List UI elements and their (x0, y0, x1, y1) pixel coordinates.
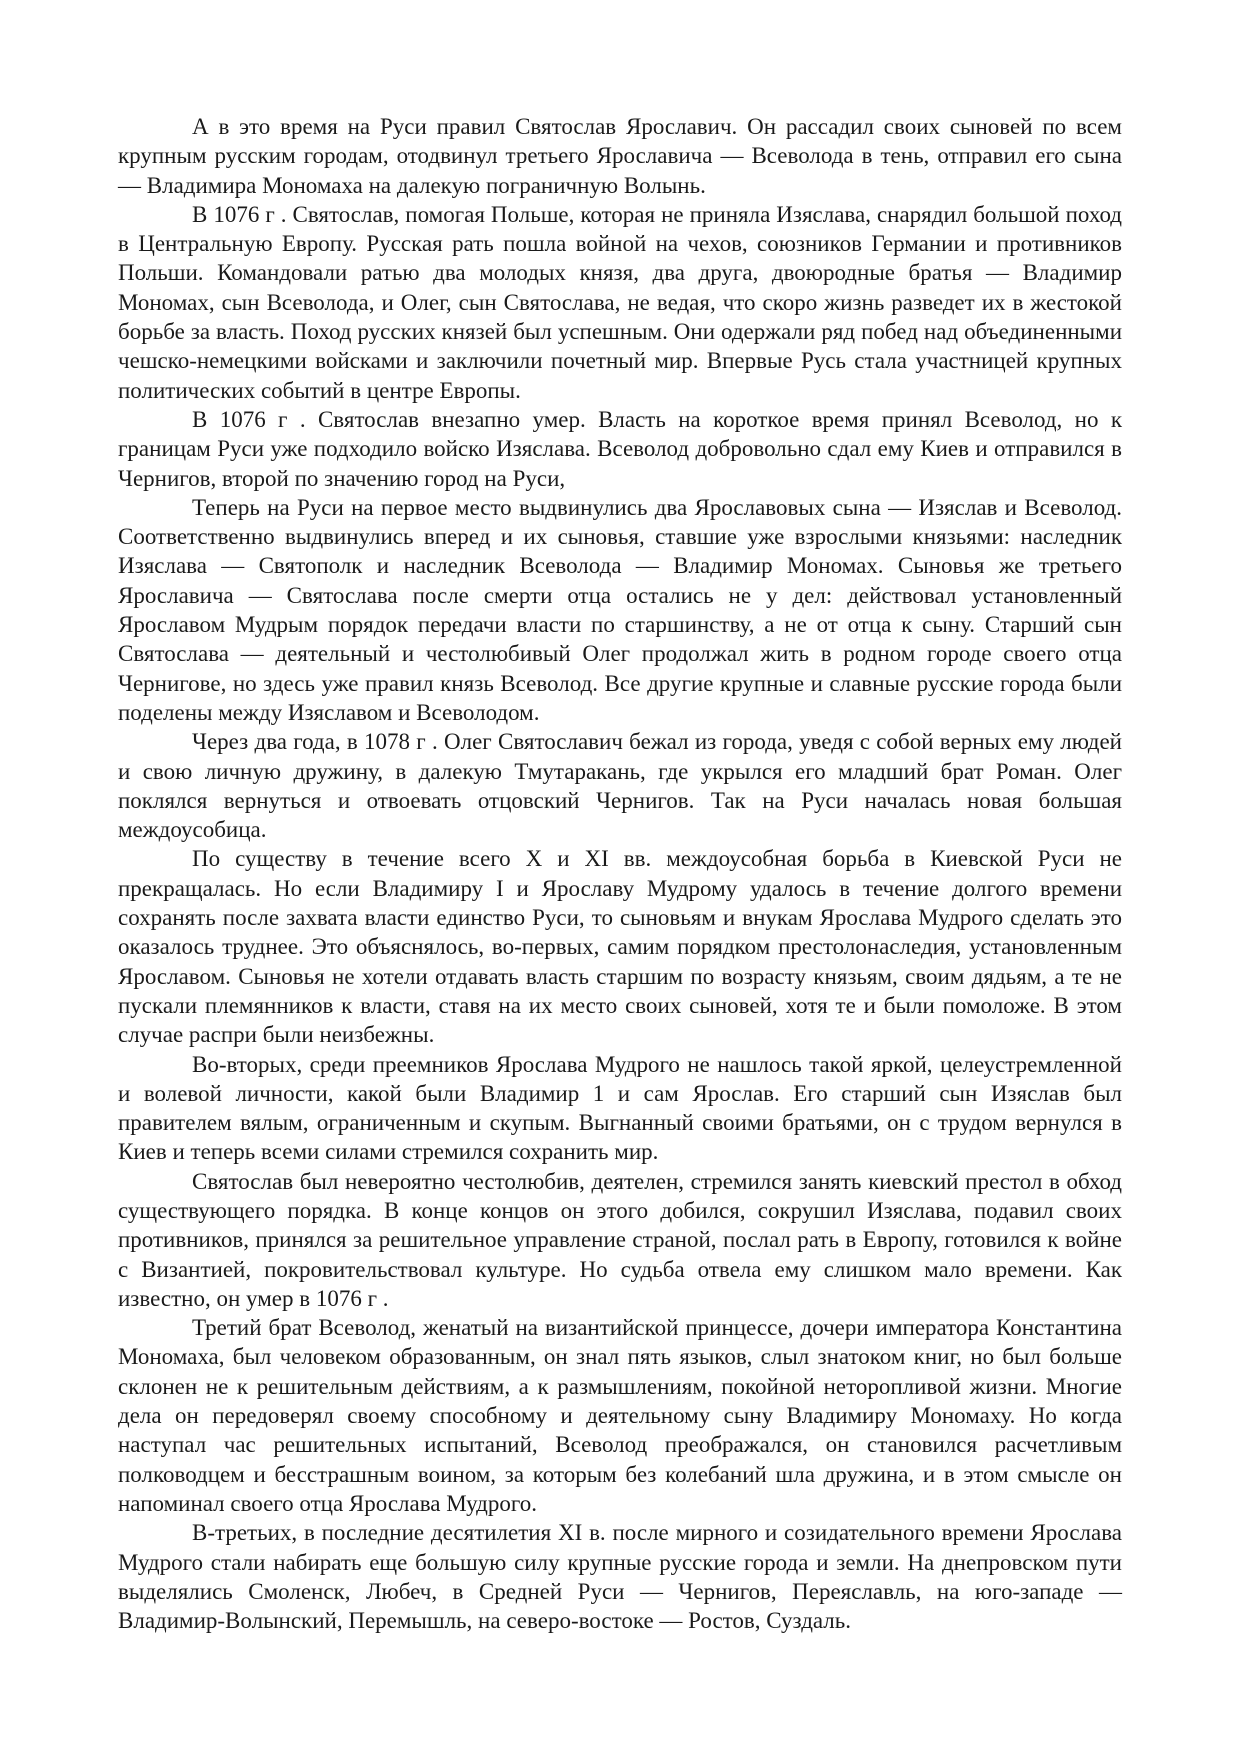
paragraph: А в это время на Руси правил Святослав Ярославич. Он рассадил своих сыновей по всем крупным русским городам, отодвинул третьего Ярославича — Всеволода в тень, отправил его сына — Владимира Мономаха на далекую пограничную Волынь. (118, 114, 1122, 198)
paragraph: В-третьих, в последние десятилетия XI в. после мирного и созидательного времени Ярослава Мудрого стали набирать еще большую силу крупные русские города и земли. На днепровском пути выделялись Смоленск, Любеч, в Средней Руси — Чернигов, Переяславль, на юго-западе — Владимир-Волынский, Перемышль, на северо-востоке — Ростов, Суздаль. (118, 1520, 1122, 1634)
paragraph: Во-вторых, среди преемников Ярослава Мудрого не нашлось такой яркой, целеустремленной и волевой личности, какой были Владимир 1 и сам Ярослав. Его старший сын Изяслав был правителем вялым, ограниченным и скупым. Выгнанный своими братьями, он с трудом вернулся в Киев и теперь всеми силами стремился сохранить мир. (118, 1051, 1122, 1165)
paragraph: Теперь на Руси на первое место выдвинулись два Ярославовых сына — Изяслав и Всеволод. Соответственно выдвинулись вперед и их сыновья, ставшие уже взрослыми князьями: наследник Изяслава — Святополк и наследник Всеволода — Владимир Мономах. Сыновья же третьего Ярославича — Святослава после смерти отца остались не у дел: действовал установленный Ярославом Мудрым порядок передачи власти по старшинству, а не от отца к сыну. Старший сын Святослава — деятельный и честолюбивый Олег продолжал жить в родном городе своего отца Чернигове, но здесь уже правил князь Всеволод. Все другие крупные и славные русские города были поделены между Изяславом и Всеволодом. (118, 494, 1122, 725)
paragraph: В 1076 г . Святослав внезапно умер. Власть на короткое время принял Всеволод, но к границам Руси уже подходило войско Изяслава. Всеволод добровольно сдал ему Киев и отправился в Чернигов, второй по значению город на Руси, (118, 406, 1122, 491)
paragraph: В 1076 г . Святослав, помогая Польше, которая не приняла Изяслава, снарядил большой поход в Центральную Европу. Русская рать пошла войной на чехов, союзников Германии и противников Польши. Командовали ратью два молодых князя, два друга, двоюродные братья — Владимир Мономах, сын Всеволода, и Олег, сын Святослава, не ведая, что скоро жизнь разведет их в жестокой борьбе за власть. Поход русских князей был успешным. Они одержали ряд побед над объединенными чешско-немецкими войсками и заключили почетный мир. Впервые Русь стала участницей крупных политических событий в центре Европы. (118, 201, 1122, 403)
paragraph: По существу в течение всего X и XI вв. междоусобная борьба в Киевской Руси не прекращалась. Но если Владимиру I и Ярославу Мудрому удалось в течение долгого времени сохранять после захвата власти единство Руси, то сыновьям и внукам Ярослава Мудрого сделать это оказалось труднее. Это объяснялось, во-первых, самим порядком престолонаследия, установленным Ярославом. Сыновья не хотели отдавать власть старшим по возрасту князьям, своим дядьям, а те не пускали племянников к власти, ставя на их место своих сыновей, хотя те и были помоложе. В этом случае распри были неизбежны. (118, 846, 1122, 1048)
paragraph: Через два года, в 1078 г . Олег Святославич бежал из города, уведя с собой верных ему людей и свою личную дружину, в далекую Тмутаракань, где укрылся его младший брат Роман. Олег поклялся вернуться и отвоевать отцовский Чернигов. Так на Руси началась новая большая междоусобица. (118, 729, 1122, 843)
document-page (118, 112, 1122, 1635)
paragraph: Святослав был невероятно честолюбив, деятелен, стремился занять киевский престол в обход существующего порядка. В конце концов он этого добился, сокрушил Изяслава, подавил своих противников, принялся за решительное управление страной, послал рать в Европу, готовился к войне с Византией, покровительствовал культуре. Но судьба отвела ему слишком мало времени. Как известно, он умер в 1076 г . (118, 1168, 1122, 1311)
paragraph: Третий брат Всеволод, женатый на византийской принцессе, дочери императора Константина Мономаха, был человеком образованным, он знал пять языков, слыл знатоком книг, но был больше склонен не к решительным действиям, а к размышлениям, покойной неторопливой жизни. Многие дела он передоверял своему способному и деятельному сыну Владимиру Мономаху. Но когда наступал час решительных испытаний, Всеволод преображался, он становился расчетливым полководцем и бесстрашным воином, за которым без колебаний шла дружина, и в этом смысле он напоминал своего отца Ярослава Мудрого. (118, 1315, 1122, 1516)
